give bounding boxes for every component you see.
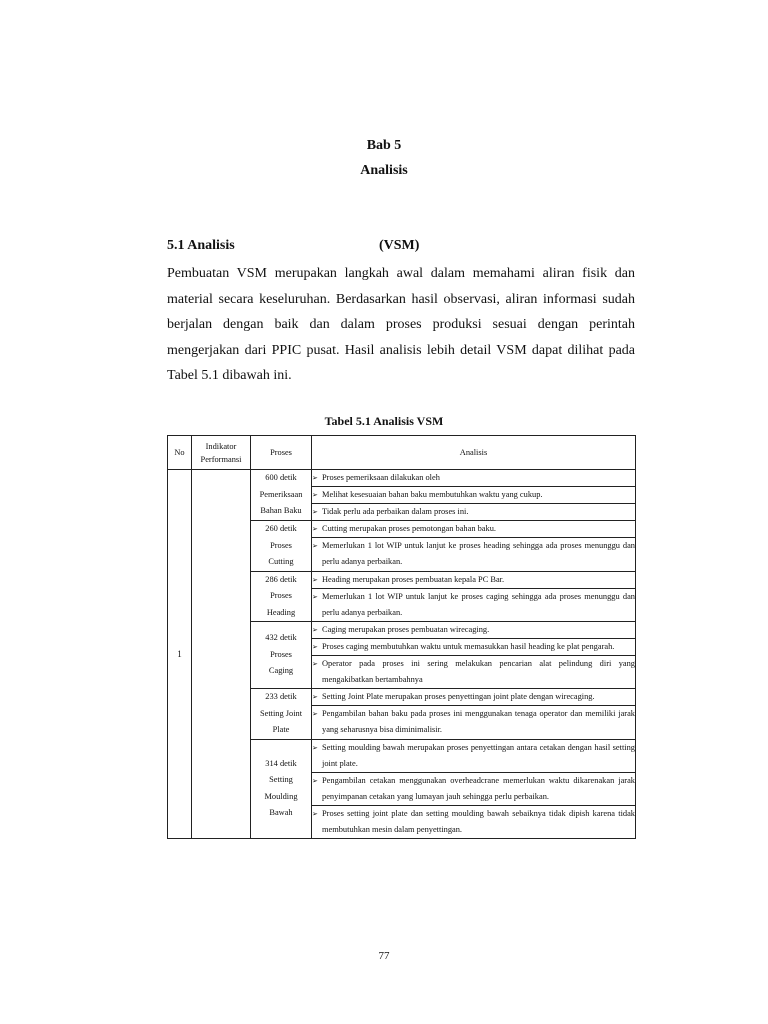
header-analisis: Analisis <box>312 436 636 470</box>
table-row <box>168 470 636 487</box>
process-label-line: 432 detik <box>265 633 297 643</box>
row-number-cell: 1 <box>168 470 192 839</box>
analysis-point-text: Operator pada proses ini sering melakukan pencarian alat pelindung diri yang mengakibatkan bertambahnya <box>322 659 635 684</box>
process-label-line: 260 detik <box>265 524 297 533</box>
arrow-bullet-icon: ➢ <box>312 474 318 482</box>
process-cell <box>251 622 312 689</box>
process-label-line: Proses <box>270 540 292 550</box>
table-body <box>168 470 636 839</box>
process-label-line: 233 detik <box>265 692 297 701</box>
analysis-point <box>312 773 635 805</box>
analysis-point-text: Proses setting joint plate dan setting moulding bawah sebaiknya tidak dipish karena tidak membutuhkan mesin dalam penyettingan. <box>322 808 635 834</box>
analysis-point-text: Tidak perlu ada perbaikan dalam proses ini. <box>322 507 469 516</box>
analysis-cell <box>312 639 636 656</box>
analysis-point-text: Setting moulding bawah merupakan proses penyettingan antara cetakan dengan hasil setting joint plate. <box>322 742 635 768</box>
arrow-bullet-icon: ➢ <box>312 660 318 668</box>
analysis-point-text: Memerlukan 1 lot WIP untuk lanjut ke proses heading sehingga ada proses menunggu dan perlu adanya perbaikan. <box>322 541 635 567</box>
process-label-line: Proses <box>270 591 292 600</box>
arrow-bullet-icon: ➢ <box>312 592 318 601</box>
process-label-line: Proses <box>270 649 292 659</box>
arrow-bullet-icon: ➢ <box>312 491 318 499</box>
analysis-cell <box>312 487 636 504</box>
indikator-cell <box>192 470 251 839</box>
process-cell <box>251 689 312 740</box>
process-label-line: Moulding <box>264 791 298 801</box>
analysis-point <box>312 806 635 838</box>
analysis-cell <box>312 470 636 487</box>
analysis-point <box>312 622 635 638</box>
arrow-bullet-icon: ➢ <box>312 575 318 584</box>
process-label-line: Setting <box>269 775 293 784</box>
analysis-point-text: Proses pemeriksaan dilakukan oleh <box>322 473 440 482</box>
analysis-cell <box>312 521 636 538</box>
analysis-point <box>312 504 635 520</box>
process-label-line: Bawah <box>269 808 293 817</box>
analysis-point <box>312 639 635 655</box>
process-label-line: Plate <box>272 725 290 734</box>
arrow-bullet-icon: ➢ <box>312 626 318 634</box>
arrow-bullet-icon: ➢ <box>312 710 318 719</box>
analysis-point <box>312 589 635 621</box>
analysis-cell <box>312 538 636 571</box>
arrow-bullet-icon: ➢ <box>312 776 318 785</box>
chapter-title: Analisis <box>360 163 408 178</box>
analysis-point-text: Melihat kesesuaian bahan baku membutuhkan waktu yang cukup. <box>322 490 543 499</box>
arrow-bullet-icon: ➢ <box>312 743 318 752</box>
chapter-label: Bab 5 <box>366 138 402 153</box>
table-header-row <box>168 436 636 470</box>
table-caption: Tabel 5.1 Analisis VSM <box>324 414 444 428</box>
body-paragraph: Pembuatan VSM merupakan langkah awal dalam memahami aliran fisik dan material secara keseluruhan. Berdasarkan hasil observasi, aliran informasi sudah berjalan dengan baik dan dalam proses produksi sesuai dengan perintah mengerjakan dari PPIC pusat. Hasil analisis lebih detail VSM dapat dilihat pada Tabel 5.1 dibawah ini. <box>167 266 635 383</box>
arrow-bullet-icon: ➢ <box>312 525 318 534</box>
arrow-bullet-icon: ➢ <box>312 508 318 516</box>
arrow-bullet-icon: ➢ <box>312 542 318 551</box>
analysis-cell <box>312 656 636 689</box>
analysis-cell <box>312 805 636 838</box>
section-suffix: (VSM) <box>379 238 420 253</box>
header-indikator <box>192 436 251 470</box>
analysis-point <box>312 656 635 688</box>
process-label-line: Caging <box>268 666 294 676</box>
process-cell <box>251 470 312 521</box>
analysis-point <box>312 487 635 503</box>
analysis-point <box>312 470 635 486</box>
analysis-cell <box>312 504 636 521</box>
analysis-point <box>312 572 635 588</box>
header-no: No <box>168 436 192 470</box>
arrow-bullet-icon: ➢ <box>312 693 318 702</box>
header-indikator-line1: Indikator <box>205 441 237 451</box>
analysis-point-text: Setting Joint Plate merupakan proses penyettingan joint plate dengan wirecaging. <box>322 692 595 702</box>
analysis-cell <box>312 772 636 805</box>
analysis-cell <box>312 706 636 739</box>
analysis-point-text: Memerlukan 1 lot WIP untuk lanjut ke proses caging sehingga ada proses menunggu dan perlu adanya perbaikan. <box>322 591 635 617</box>
analysis-point <box>312 538 635 570</box>
analysis-cell <box>312 622 636 639</box>
analysis-point-text: Caging merupakan proses pembuatan wirecaging. <box>322 625 490 634</box>
process-label-line: 314 detik <box>265 758 297 768</box>
arrow-bullet-icon: ➢ <box>312 643 318 651</box>
header-proses: Proses <box>251 436 312 470</box>
vsm-analysis-table <box>167 435 636 839</box>
process-label-line: Bahan Baku <box>260 506 302 516</box>
analysis-cell <box>312 571 636 588</box>
analysis-point <box>312 740 635 772</box>
process-label-line: Cutting <box>268 557 294 566</box>
section-number-title: 5.1 Analisis <box>167 238 235 253</box>
analysis-point-text: Pengambilan cetakan menggunakan overheadcrane memerlukan waktu dikarenakan jarak penyimpanan cetakan yang lumayan jauh sehingga perlu perbaikan. <box>322 775 635 801</box>
analysis-point-text: Heading merupakan proses pembuatan kepala PC Bar. <box>322 574 505 584</box>
process-cell <box>251 521 312 572</box>
process-label-line: Pemeriksaan <box>259 489 303 499</box>
process-label-line: 600 detik <box>265 473 297 483</box>
analysis-point <box>312 521 635 537</box>
analysis-cell <box>312 739 636 772</box>
header-indikator-line2: Performansi <box>200 454 242 464</box>
page-number: 77 <box>378 950 390 962</box>
analysis-cell <box>312 689 636 706</box>
process-label-line: 286 detik <box>265 574 297 584</box>
analysis-point-text: Proses caging membutuhkan waktu untuk memasukkan hasil heading ke plat pengarah. <box>322 642 615 651</box>
analysis-point <box>312 706 635 738</box>
process-cell <box>251 739 312 838</box>
process-label-line: Setting Joint <box>259 708 303 718</box>
arrow-bullet-icon: ➢ <box>312 809 318 818</box>
analysis-point-text: Pengambilan bahan baku pada proses ini menggunakan tenaga operator dan memiliki jarak yang seharusnya bisa diminimalisir. <box>322 709 635 735</box>
analysis-cell <box>312 588 636 621</box>
analysis-point-text: Cutting merupakan proses pemotongan bahan baku. <box>322 524 496 534</box>
analysis-point <box>312 689 635 705</box>
process-cell <box>251 571 312 622</box>
process-label-line: Heading <box>266 607 296 617</box>
